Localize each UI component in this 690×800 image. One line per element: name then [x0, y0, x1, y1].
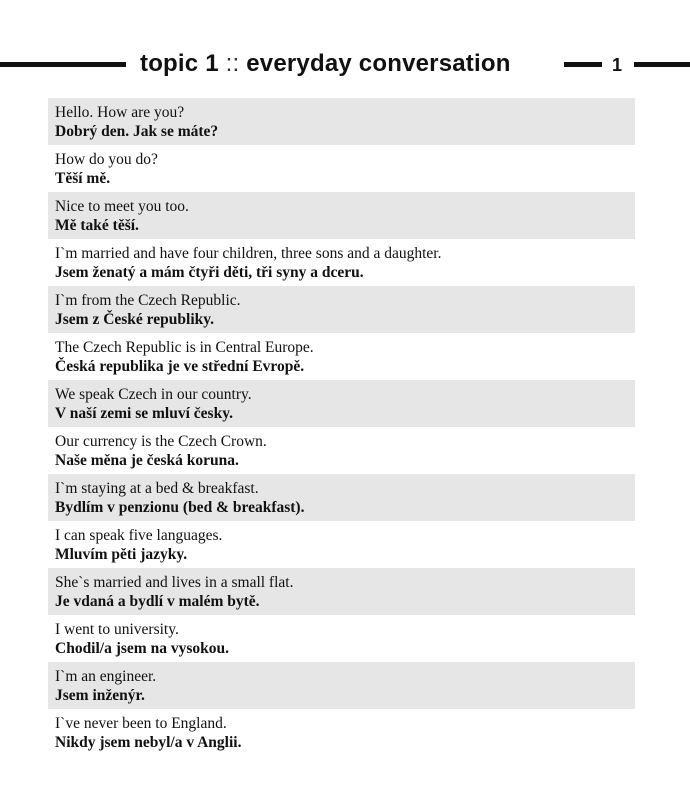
- czech-translation: Bydlím v penzionu (bed & breakfast).: [55, 499, 305, 516]
- phrase-row: [48, 380, 635, 427]
- english-phrase: I can speak five languages.: [55, 527, 223, 544]
- phrase-row: [48, 474, 635, 521]
- title-separator: ::: [225, 50, 240, 77]
- czech-translation: Naše měna je česká koruna.: [55, 452, 239, 469]
- english-phrase: I`m an engineer.: [55, 668, 157, 685]
- title-suffix: everyday conversation: [246, 50, 511, 77]
- english-phrase: She`s married and lives in a small flat.: [55, 574, 294, 591]
- english-phrase: The Czech Republic is in Central Europe.: [55, 339, 314, 356]
- phrase-row: [48, 192, 635, 239]
- phrase-row: [48, 568, 635, 615]
- title-prefix: topic 1: [140, 50, 219, 77]
- phrase-row: [48, 333, 635, 380]
- czech-translation: Chodil/a jsem na vysokou.: [55, 640, 229, 657]
- english-phrase: I`m from the Czech Republic.: [55, 292, 241, 309]
- phrase-list: [48, 98, 635, 756]
- czech-translation: Nikdy jsem nebyl/a v Anglii.: [55, 734, 242, 751]
- english-phrase: We speak Czech in our country.: [55, 386, 252, 403]
- english-phrase: I`m married and have four children, three sons and a daughter.: [55, 245, 442, 262]
- phrase-row: [48, 662, 635, 709]
- phrase-row: [48, 615, 635, 662]
- czech-translation: V naší zemi se mluví česky.: [55, 405, 233, 422]
- english-phrase: How do you do?: [55, 151, 158, 168]
- czech-translation: Jsem z České republiky.: [55, 311, 215, 328]
- header-rule-left: [0, 62, 126, 67]
- czech-translation: Jsem ženatý a mám čtyři děti, tři syny a dceru.: [55, 264, 364, 281]
- page-header: [0, 44, 690, 84]
- page-number: 1: [612, 55, 623, 75]
- phrase-row: [48, 239, 635, 286]
- header-rule-right: [634, 62, 690, 67]
- czech-translation: Mluvím pěti jazyky.: [55, 546, 188, 563]
- phrase-row: [48, 427, 635, 474]
- czech-translation: Jsem inženýr.: [55, 687, 145, 704]
- phrase-row: [48, 145, 635, 192]
- czech-translation: Mě také těší.: [55, 217, 139, 234]
- english-phrase: Nice to meet you too.: [55, 198, 189, 215]
- english-phrase: I`m staying at a bed & breakfast.: [55, 480, 259, 497]
- czech-translation: Dobrý den. Jak se máte?: [55, 123, 219, 140]
- header-rule-middle: [564, 62, 602, 67]
- czech-translation: Těší mě.: [55, 170, 111, 187]
- czech-translation: Je vdaná a bydlí v malém bytě.: [55, 593, 260, 610]
- english-phrase: I`ve never been to England.: [55, 715, 227, 732]
- english-phrase: Our currency is the Czech Crown.: [55, 433, 267, 450]
- phrase-row: [48, 709, 635, 756]
- page-title: [140, 50, 511, 78]
- english-phrase: I went to university.: [55, 621, 179, 638]
- czech-translation: Česká republika je ve střední Evropě.: [55, 358, 305, 375]
- phrase-row: [48, 521, 635, 568]
- english-phrase: Hello. How are you?: [55, 104, 185, 121]
- phrase-row: [48, 286, 635, 333]
- phrase-row: [48, 98, 635, 145]
